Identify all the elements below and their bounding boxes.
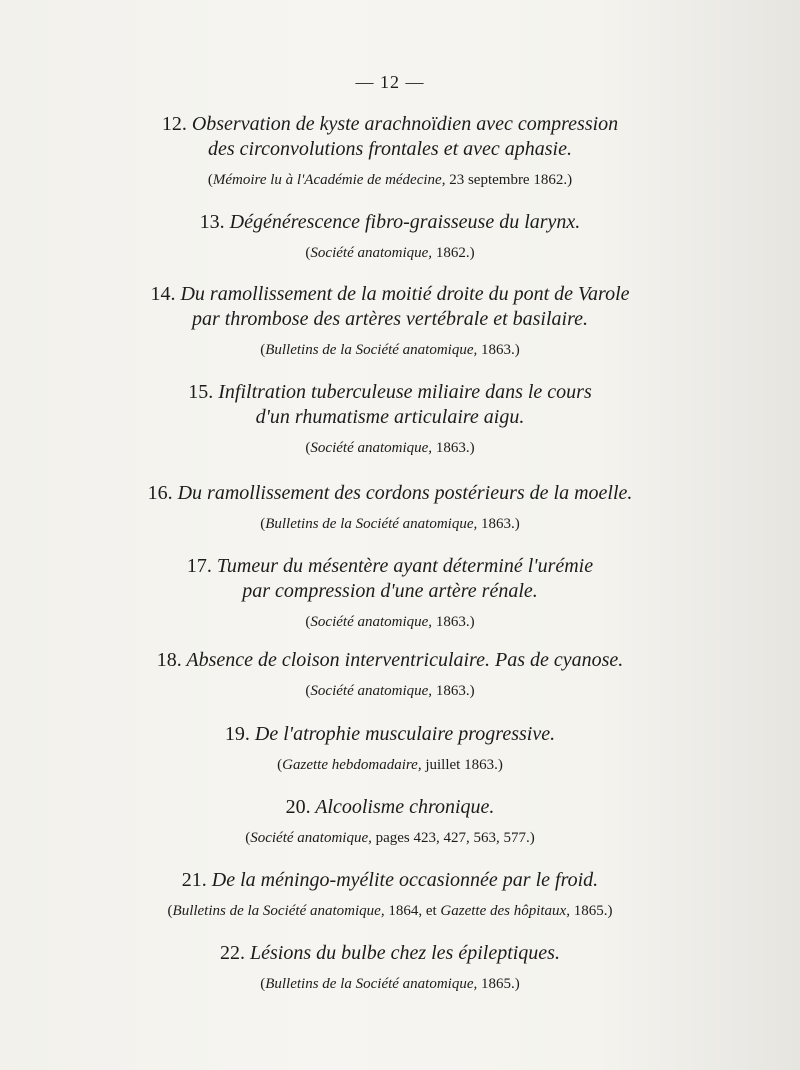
entry-title-line <box>0 112 780 137</box>
entry-title: Du ramollissement de la moitié droite du pont de Varole <box>180 283 630 305</box>
entry-reference: (Bulletins de la Société anatomique, 1863.) <box>260 342 520 358</box>
entry-number: 15. <box>188 381 214 403</box>
entry-reference: (Société anatomique, pages 423, 427, 563, 577.) <box>245 830 535 846</box>
bibliography-entry-15 <box>0 380 780 458</box>
bibliography-entry-17 <box>0 554 780 632</box>
entry-title: Du ramollissement des cordons postérieurs de la moelle. <box>177 482 633 504</box>
bibliography-entry-21 <box>0 868 780 921</box>
bibliography-entry-16 <box>0 481 780 534</box>
entry-number: 21. <box>181 869 207 891</box>
entry-number: 18. <box>156 649 182 671</box>
entry-title-continuation: par compression d'une artère rénale. <box>242 580 538 602</box>
entry-title: Absence de cloison interventriculaire. Pas de cyanose. <box>186 649 624 671</box>
entry-number: 22. <box>220 942 246 964</box>
entry-reference: (Société anatomique, 1862.) <box>305 245 475 261</box>
entry-reference: (Société anatomique, 1863.) <box>305 440 475 456</box>
entry-reference: (Bulletins de la Société anatomique, 1864, et Gazette des hôpitaux, 1865.) <box>167 903 613 919</box>
entry-title-line <box>0 481 780 506</box>
bibliography-entry-12 <box>0 112 780 190</box>
entry-title-line <box>0 795 780 820</box>
entry-title-line <box>0 380 780 405</box>
page-number: — 12 — <box>355 72 425 92</box>
entry-reference: (Gazette hebdomadaire, juillet 1863.) <box>277 757 503 773</box>
entry-title-line <box>0 868 780 893</box>
bibliography-entry-13 <box>0 210 780 263</box>
entry-title: Dégénérescence fibro-graisseuse du larynx. <box>229 211 581 233</box>
bibliography-entry-18 <box>0 648 780 701</box>
entry-number: 12. <box>161 113 187 135</box>
entry-title: Lésions du bulbe chez les épileptiques. <box>250 942 560 964</box>
entry-reference: (Société anatomique, 1863.) <box>305 614 475 630</box>
entry-title: Infiltration tuberculeuse miliaire dans le cours <box>218 381 592 403</box>
entry-title: De la méningo-myélite occasionnée par le froid. <box>211 869 599 891</box>
entry-title: Alcoolisme chronique. <box>315 796 495 818</box>
bibliography-entry-14 <box>0 282 780 360</box>
entry-title-line <box>0 210 780 235</box>
entry-number: 16. <box>147 482 173 504</box>
bibliography-entry-20 <box>0 795 780 848</box>
entry-reference: (Bulletins de la Société anatomique, 1865.) <box>260 976 520 992</box>
entry-title: De l'atrophie musculaire progressive. <box>254 723 556 745</box>
entry-title-line <box>0 282 780 307</box>
entry-number: 17. <box>186 555 212 577</box>
entry-title-line <box>0 722 780 747</box>
entry-number: 14. <box>150 283 176 305</box>
entry-title: Tumeur du mésentère ayant déterminé l'urémie <box>216 555 594 577</box>
entry-title-line <box>0 941 780 966</box>
entry-title-continuation: des circonvolutions frontales et avec aphasie. <box>208 138 572 160</box>
bibliography-entry-19 <box>0 722 780 775</box>
entry-number: 13. <box>199 211 225 233</box>
entry-number: 20. <box>285 796 311 818</box>
bibliography-entry-22 <box>0 941 780 994</box>
entry-reference: (Mémoire lu à l'Académie de médecine, 23 septembre 1862.) <box>207 172 573 188</box>
entry-title-line <box>0 554 780 579</box>
entry-title: Observation de kyste arachnoïdien avec compression <box>191 113 619 135</box>
entry-reference: (Société anatomique, 1863.) <box>305 683 475 699</box>
entry-title-continuation: d'un rhumatisme articulaire aigu. <box>255 406 525 428</box>
entry-title-line <box>0 648 780 673</box>
entry-reference: (Bulletins de la Société anatomique, 1863.) <box>260 516 520 532</box>
entry-number: 19. <box>224 723 250 745</box>
entry-title-continuation: par thrombose des artères vertébrale et basilaire. <box>191 308 589 330</box>
